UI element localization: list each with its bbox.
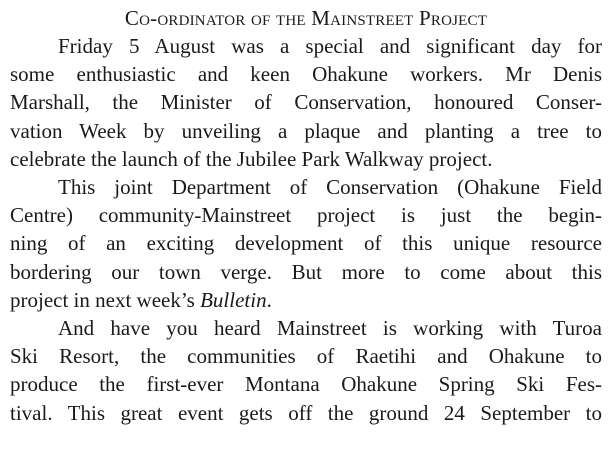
paragraph-3-line-3: produce the first-ever Montana Ohakune Spring Ski Fes- <box>10 372 602 397</box>
paragraph-2-line-5 <box>10 286 602 314</box>
paragraph-1-line-4: vation Week by unveiling a plaque and planting a tree to <box>10 118 602 143</box>
paragraph-2-line-1: This joint Department of Conservation (Ohakune Field <box>58 175 602 200</box>
paragraph-2-line-5-text: project in next week’s <box>10 287 201 312</box>
paragraph-2-line-4: bordering our town verge. But more to come about this <box>10 259 602 284</box>
paragraph-2-line-5-period: . <box>266 287 272 312</box>
paragraph-1-line-2: some enthusiastic and keen Ohakune workers. Mr Denis <box>10 62 602 87</box>
paragraph-1-line-1: Friday 5 August was a special and significant day for <box>58 34 602 58</box>
paragraph-3-line-4: tival. This great event gets off the ground 24 September to <box>10 400 602 425</box>
paragraph-3-line-1: And have you heard Mainstreet is working with Turoa <box>58 316 602 341</box>
paragraph-1-line-5: celebrate the launch of the Jubilee Park Walkway project. <box>10 146 493 171</box>
article-heading: Co-ordinator of the Mainstreet Project <box>124 6 488 30</box>
paragraph-2-line-3: ning of an exciting development of this unique resource <box>10 231 602 256</box>
bulletin-title: Bulletin <box>200 287 267 312</box>
paragraph-1-line-3: Marshall, the Minister of Conservation, honoured Conser- <box>10 90 602 115</box>
paragraph-2-line-2: Centre) community-Mainstreet project is just the begin- <box>10 203 602 228</box>
paragraph-3-line-2: Ski Resort, the communities of Raetihi and Ohakune to <box>10 344 602 369</box>
